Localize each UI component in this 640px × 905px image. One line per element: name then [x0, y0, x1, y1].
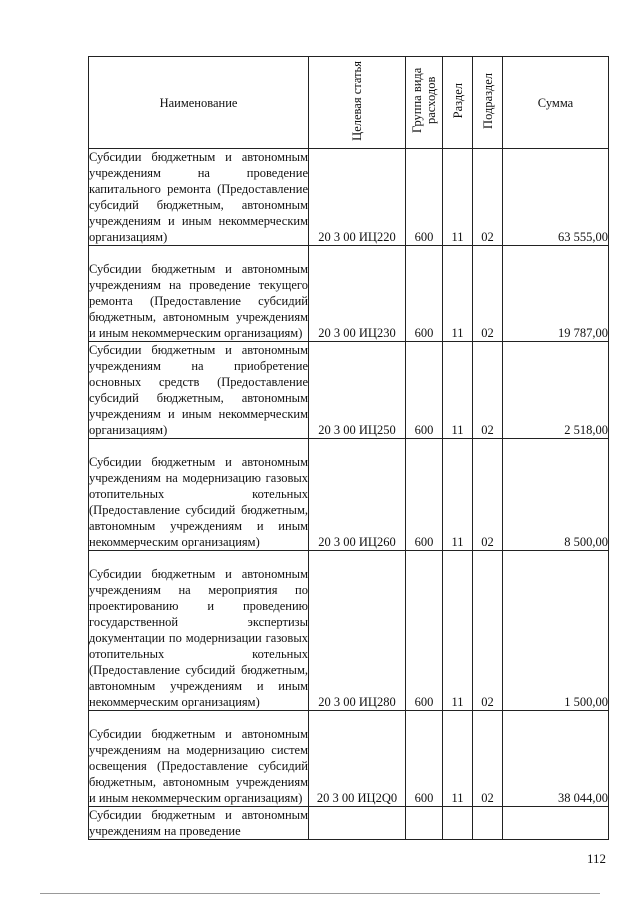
row-target-code: 20 3 00 ИЦ250	[309, 342, 406, 439]
row-subsection: 02	[473, 149, 503, 246]
page-number: 112	[586, 851, 606, 866]
row-expense-group: 600	[406, 342, 443, 439]
row-section: 11	[443, 149, 473, 246]
row-name: Субсидии бюджетным и автономным учреждениям на проведение	[89, 808, 308, 838]
row-section: 11	[443, 551, 473, 711]
row-name: Субсидии бюджетным и автономным учреждениям на проведение капитального ремонта (Предоставление субсидий бюджетным, автономным учреждениям и иным некоммерческим организациям)	[89, 150, 308, 244]
table-row	[89, 807, 609, 840]
row-subsection: 02	[473, 439, 503, 551]
row-sum: 8 500,00	[503, 439, 609, 551]
table-row	[89, 149, 609, 246]
header-target-article: Целевая статья	[309, 57, 406, 149]
header-expense-group: Группа вида расходов	[406, 57, 443, 149]
row-sum: 63 555,00	[503, 149, 609, 246]
row-sum: 2 518,00	[503, 342, 609, 439]
row-target-code	[309, 807, 406, 840]
header-sum: Сумма	[503, 57, 609, 149]
row-subsection: 02	[473, 246, 503, 342]
row-sum: 1 500,00	[503, 551, 609, 711]
row-name: Субсидии бюджетным и автономным учреждениям на модернизацию систем освещения (Предоставление субсидий бюджетным, автономным учреждениям и иным некоммерческим организациям)	[89, 711, 309, 807]
row-section: 11	[443, 246, 473, 342]
row-expense-group: 600	[406, 149, 443, 246]
row-expense-group: 600	[406, 246, 443, 342]
table-row	[89, 342, 609, 439]
row-expense-group: 600	[406, 711, 443, 807]
row-subsection: 02	[473, 342, 503, 439]
table-row	[89, 711, 609, 807]
header-row	[89, 57, 609, 149]
header-section: Раздел	[443, 57, 473, 149]
row-target-code: 20 3 00 ИЦ2Q0	[309, 711, 406, 807]
row-sum	[503, 807, 609, 840]
row-target-code: 20 3 00 ИЦ280	[309, 551, 406, 711]
row-target-code: 20 3 00 ИЦ230	[309, 246, 406, 342]
row-expense-group: 600	[406, 551, 443, 711]
row-sum: 19 787,00	[503, 246, 609, 342]
row-section: 11	[443, 439, 473, 551]
budget-table	[88, 56, 609, 840]
row-expense-group: 600	[406, 439, 443, 551]
row-name: Субсидии бюджетным и автономным учреждениям на мероприятия по проектированию и проведению государственной экспертизы документации по модернизации газовых отопительных котельных (Предоставление субсидий бюджетным, автономным учреждениям и иным некоммерческим организациям)	[89, 551, 309, 711]
row-subsection: 02	[473, 711, 503, 807]
table-row	[89, 551, 609, 711]
row-name: Субсидии бюджетным и автономным учреждениям на модернизацию газовых отопительных котельных (Предоставление субсидий бюджетным, автономным учреждениям и иным некоммерческим организациям)	[89, 439, 309, 551]
row-target-code: 20 3 00 ИЦ260	[309, 439, 406, 551]
row-sum: 38 044,00	[503, 711, 609, 807]
row-name: Субсидии бюджетным и автономным учреждениям на проведение текущего ремонта (Предоставление субсидий бюджетным, автономным учреждениям и иным некоммерческим организациям)	[89, 246, 309, 342]
row-subsection	[473, 807, 503, 840]
row-subsection: 02	[473, 551, 503, 711]
row-section: 11	[443, 342, 473, 439]
row-expense-group	[406, 807, 443, 840]
row-section	[443, 807, 473, 840]
bottom-divider	[40, 893, 600, 894]
table-row	[89, 439, 609, 551]
header-name: Наименование	[89, 57, 309, 149]
row-section: 11	[443, 711, 473, 807]
row-name: Субсидии бюджетным и автономным учреждениям на приобретение основных средств (Предоставление субсидий бюджетным, автономным учреждениям и иным некоммерческим организациям)	[89, 343, 308, 437]
header-subsection: Подраздел	[473, 57, 503, 149]
row-target-code: 20 3 00 ИЦ220	[309, 149, 406, 246]
table-row	[89, 246, 609, 342]
